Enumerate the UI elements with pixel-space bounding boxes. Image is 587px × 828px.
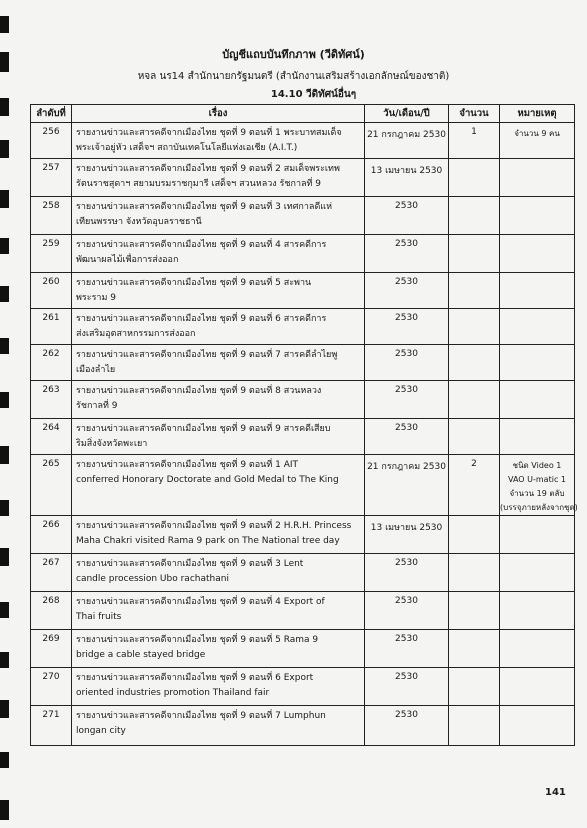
row-number: 260: [31, 273, 72, 309]
subject-line: เทียนพรรษา จังหวัดอุบลราชธานี: [76, 217, 202, 227]
row-number: 263: [31, 381, 72, 419]
row-number: 256: [31, 123, 72, 159]
subject-line: รายงานข่าวและสารคดีจากเมืองไทย ชุดที่ 9 ตอนที่ 6 สารคดีการ: [76, 314, 327, 324]
table-row: [31, 554, 575, 592]
row-subject: [72, 345, 365, 381]
row-number: 266: [31, 516, 72, 554]
row-date: 21 กรกฎาคม 2530: [365, 123, 449, 159]
binder-mark: [0, 548, 9, 566]
table-row: [31, 668, 575, 706]
row-remark: [500, 554, 575, 592]
row-date: 2530: [365, 419, 449, 455]
row-amount: [449, 668, 500, 706]
records-table: [30, 104, 578, 746]
row-amount: [449, 273, 500, 309]
binder-mark: [0, 446, 9, 464]
row-subject: [72, 554, 365, 592]
row-remark: [500, 123, 575, 159]
row-subject: [72, 419, 365, 455]
subject-line: รายงานข่าวและสารคดีจากเมืองไทย ชุดที่ 9 ตอนที่ 4 Export of: [76, 597, 325, 607]
row-number: 264: [31, 419, 72, 455]
row-remark: [500, 345, 575, 381]
row-remark: [500, 668, 575, 706]
row-remark: [500, 273, 575, 309]
subject-line: รายงานข่าวและสารคดีจากเมืองไทย ชุดที่ 9 ตอนที่ 8 สวนหลวง: [76, 386, 322, 396]
binder-mark: [0, 190, 9, 208]
row-amount: [449, 381, 500, 419]
row-subject: [72, 123, 365, 159]
row-number: 267: [31, 554, 72, 592]
remark-line: จำนวน 19 ตลับ: [509, 489, 565, 498]
row-number: 269: [31, 630, 72, 668]
subject-line: รายงานข่าวและสารคดีจากเมืองไทย ชุดที่ 9 ตอนที่ 1 AIT: [76, 460, 299, 470]
row-remark: [500, 630, 575, 668]
binder-mark: [0, 338, 9, 354]
binder-mark: [0, 16, 9, 33]
row-date: 2530: [365, 630, 449, 668]
row-remark: [500, 159, 575, 197]
subject-line: oriented industries promotion Thailand fair: [76, 688, 270, 698]
subject-line: รายงานข่าวและสารคดีจากเมืองไทย ชุดที่ 9 ตอนที่ 7 สารคดีลำไยพู: [76, 350, 338, 360]
row-date: 2530: [365, 668, 449, 706]
binder-mark: [0, 500, 9, 516]
row-remark: [500, 309, 575, 345]
row-amount: 1: [449, 123, 500, 159]
row-date: 2530: [365, 273, 449, 309]
row-subject: [72, 159, 365, 197]
subject-line: conferred Honorary Doctorate and Gold Medal to The King: [76, 475, 339, 485]
subject-line: longan city: [76, 726, 126, 736]
row-remark: [500, 235, 575, 273]
subject-line: เมืองลำไย: [76, 365, 116, 375]
binder-mark: [0, 98, 9, 116]
row-number: 265: [31, 455, 72, 516]
row-date: 13 เมษายน 2530: [365, 159, 449, 197]
row-subject: [72, 381, 365, 419]
row-date: 2530: [365, 381, 449, 419]
row-subject: [72, 455, 365, 516]
remark-line: จำนวน 9 คน: [514, 129, 560, 138]
subject-line: รัตนราชสุดาฯ สยามบรมราชกุมารี เสด็จฯ สวนหลวง รัชกาลที่ 9: [76, 179, 322, 189]
subject-line: รายงานข่าวและสารคดีจากเมืองไทย ชุดที่ 9 ตอนที่ 3 Lent: [76, 559, 304, 569]
binder-mark: [0, 752, 9, 768]
row-amount: [449, 159, 500, 197]
subject-line: รายงานข่าวและสารคดีจากเมืองไทย ชุดที่ 9 ตอนที่ 5 Rama 9: [76, 635, 319, 645]
table-row: [31, 516, 575, 554]
row-number: 268: [31, 592, 72, 630]
column-header-no: ลำดับที่: [31, 105, 72, 123]
row-subject: [72, 235, 365, 273]
table-body: [31, 123, 578, 746]
row-date: 2530: [365, 309, 449, 345]
row-remark: [500, 592, 575, 630]
row-date: 13 เมษายน 2530: [365, 516, 449, 554]
binder-mark: [0, 800, 9, 820]
binder-mark: [0, 652, 9, 668]
subject-line: รายงานข่าวและสารคดีจากเมืองไทย ชุดที่ 9 ตอนที่ 3 เทศกาลดีแห่: [76, 202, 333, 212]
row-amount: 2: [449, 455, 500, 516]
subject-line: Maha Chakri visited Rama 9 park on The National tree day: [76, 536, 340, 546]
page-number: 141: [545, 787, 566, 798]
subject-line: พระราม 9: [76, 293, 117, 303]
category-line: 14.10 วีดิทัศน์อื่นๆ: [270, 89, 357, 100]
row-amount: [449, 345, 500, 381]
subject-line: รายงานข่าวและสารคดีจากเมืองไทย ชุดที่ 9 ตอนที่ 1 พระบาทสมเด็จ: [76, 128, 342, 138]
row-amount: [449, 309, 500, 345]
remark-line: (บรรจุภายหลังจากชุด): [500, 503, 578, 512]
column-header-amount: จำนวน: [449, 105, 500, 123]
row-amount: [449, 235, 500, 273]
row-number: 270: [31, 668, 72, 706]
row-date: 2530: [365, 197, 449, 235]
table-row: [31, 455, 575, 516]
subject-line: รายงานข่าวและสารคดีจากเมืองไทย ชุดที่ 9 ตอนที่ 4 สารคดีการ: [76, 240, 327, 250]
binder-mark: [0, 392, 9, 408]
binder-mark: [0, 700, 9, 718]
row-amount: [449, 592, 500, 630]
row-subject: [72, 309, 365, 345]
remark-line: ชนิด Video 1: [512, 461, 562, 470]
table-row: [31, 273, 575, 309]
row-subject: [72, 706, 365, 746]
subject-line: พัฒนาผลไม้เพื่อการส่งออก: [76, 255, 179, 265]
row-number: 262: [31, 345, 72, 381]
table-row: [31, 419, 575, 455]
row-amount: [449, 554, 500, 592]
row-remark: [500, 516, 575, 554]
row-remark: [500, 706, 575, 746]
subject-line: Thai fruits: [76, 612, 122, 622]
row-amount: [449, 516, 500, 554]
table-row: [31, 197, 575, 235]
row-number: 257: [31, 159, 72, 197]
row-date: 2530: [365, 235, 449, 273]
row-amount: [449, 630, 500, 668]
row-date: 2530: [365, 706, 449, 746]
table-header-row: [31, 105, 575, 123]
row-remark: [500, 455, 578, 516]
subject-line: ส่งเสริมอุตสาหกรรมการส่งออก: [76, 329, 196, 339]
row-remark: [500, 381, 575, 419]
binder-mark: [0, 602, 9, 618]
table-row: [31, 630, 575, 668]
row-subject: [72, 592, 365, 630]
subject-line: รายงานข่าวและสารคดีจากเมืองไทย ชุดที่ 9 ตอนที่ 2 H.R.H. Princess: [76, 521, 352, 531]
subject-line: รายงานข่าวและสารคดีจากเมืองไทย ชุดที่ 9 ตอนที่ 9 สารคดีเสียบ: [76, 424, 331, 434]
binder-mark: [0, 238, 9, 254]
row-date: 2530: [365, 592, 449, 630]
subject-line: รายงานข่าวและสารคดีจากเมืองไทย ชุดที่ 9 ตอนที่ 2 สมเด็จพระเทพ: [76, 164, 340, 174]
row-amount: [449, 706, 500, 746]
row-date: 2530: [365, 554, 449, 592]
remark-line: VAO U-matic 1: [508, 475, 566, 484]
row-subject: [72, 516, 365, 554]
table-row: [31, 123, 575, 159]
row-amount: [449, 197, 500, 235]
table-row: [31, 309, 575, 345]
row-remark: [500, 197, 575, 235]
row-number: 271: [31, 706, 72, 746]
row-date: 21 กรกฎาคม 2530: [365, 455, 449, 516]
subject-line: bridge a cable stayed bridge: [76, 650, 206, 660]
subject-line: candle procession Ubo rachathani: [76, 574, 229, 584]
row-date: 2530: [365, 345, 449, 381]
binder-mark: [0, 286, 9, 302]
binder-mark: [0, 140, 9, 158]
column-header-date: วัน/เดือน/ปี: [365, 105, 449, 123]
subject-line: ริมสิ่งจังหวัดพะเยา: [76, 439, 148, 449]
row-amount: [449, 419, 500, 455]
agency-line: หจล นร14 สำนักนายกรัฐมนตรี (สำนักงานเสริมสร้างเอกลักษณ์ของชาติ): [137, 71, 450, 82]
subject-line: รายงานข่าวและสารคดีจากเมืองไทย ชุดที่ 9 ตอนที่ 7 Lumphun: [76, 711, 326, 721]
row-subject: [72, 630, 365, 668]
table-row: [31, 381, 575, 419]
table-row: [31, 592, 575, 630]
row-number: 258: [31, 197, 72, 235]
subject-line: รายงานข่าวและสารคดีจากเมืองไทย ชุดที่ 9 ตอนที่ 6 Export: [76, 673, 314, 683]
document-title: บัญชีแถบบันทึกภาพ (วีดิทัศน์): [222, 48, 365, 61]
column-header-remark: หมายเหตุ: [500, 105, 575, 123]
table-row: [31, 235, 575, 273]
row-number: 261: [31, 309, 72, 345]
subject-line: พระเจ้าอยู่หัว เสด็จฯ สถาบันเทคโนโลยีแห่งเอเชีย (A.I.T.): [76, 143, 298, 153]
table-row: [31, 159, 575, 197]
row-subject: [72, 273, 365, 309]
row-subject: [72, 668, 365, 706]
table-row: [31, 345, 575, 381]
row-number: 259: [31, 235, 72, 273]
row-remark: [500, 419, 575, 455]
subject-line: รายงานข่าวและสารคดีจากเมืองไทย ชุดที่ 9 ตอนที่ 5 สะพาน: [76, 278, 312, 288]
subject-line: รัชกาลที่ 9: [76, 401, 118, 411]
row-subject: [72, 197, 365, 235]
table-row: [31, 706, 575, 746]
column-header-subject: เรื่อง: [72, 105, 365, 123]
